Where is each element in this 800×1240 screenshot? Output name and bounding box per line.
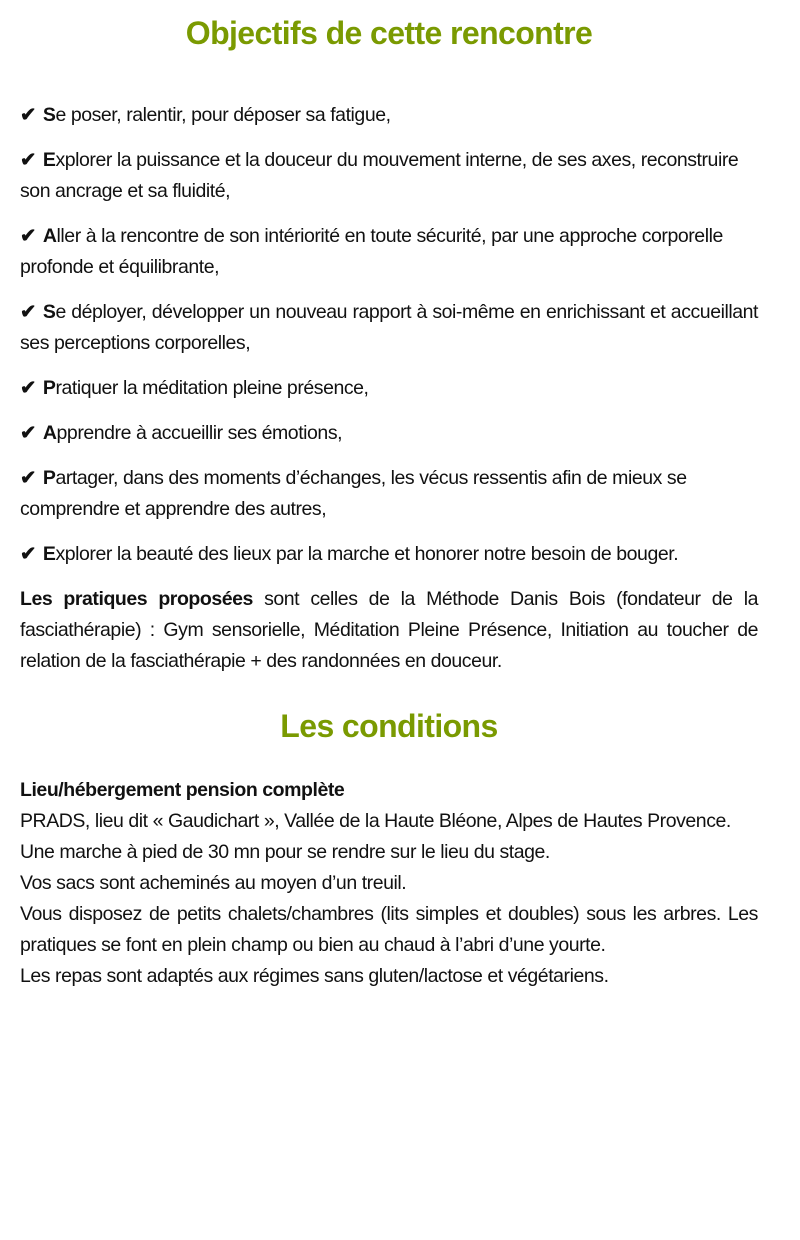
objective-initial: S: [42, 301, 56, 323]
objective-initial: P: [42, 377, 56, 399]
conditions-line: Une marche à pied de 30 mn pour se rendre sur le lieu du stage.: [20, 841, 550, 863]
check-icon: ✔: [20, 543, 36, 565]
objective-initial: S: [42, 104, 56, 126]
conditions-subtitle: Lieu/hébergement pension complète: [20, 779, 345, 801]
objectives-list: [20, 100, 758, 570]
objective-item: [20, 463, 758, 525]
check-icon: ✔: [20, 225, 36, 247]
objective-initial: E: [42, 149, 56, 171]
objective-initial: A: [42, 225, 57, 247]
objective-text: e déployer, développer un nouveau rapport à soi-même en enrichissant et accueillant ses perceptions corporelles,: [20, 301, 758, 354]
objective-item: [20, 373, 758, 404]
objective-text: pprendre à accueillir ses émotions,: [56, 422, 343, 444]
conditions-title: Les conditions: [280, 708, 498, 744]
objective-initial: A: [42, 422, 57, 444]
check-icon: ✔: [20, 104, 36, 126]
practices-paragraph: [20, 584, 758, 677]
conditions-line: PRADS, lieu dit « Gaudichart », Vallée de la Haute Bléone, Alpes de Hautes Provence.: [20, 810, 731, 832]
objective-item: [20, 539, 758, 570]
page-title: Objectifs de cette rencontre: [185, 15, 593, 51]
conditions-section: [20, 775, 758, 992]
objective-item: [20, 145, 758, 207]
practices-text: sont celles de la Méthode Danis Bois (fondateur de la fasciathérapie) : Gym sensorielle, Méditation Pleine Présence, Initiation au toucher de relation de la fasciathérapie + des randonnées en douceur.: [20, 588, 758, 672]
practices-bold: Les pratiques proposées: [20, 588, 253, 610]
conditions-line: Vos sacs sont acheminés au moyen d’un treuil.: [20, 872, 407, 894]
check-icon: ✔: [20, 467, 36, 489]
objective-text: ller à la rencontre de son intériorité en toute sécurité, par une approche corporelle profonde et équilibrante,: [20, 225, 723, 278]
check-icon: ✔: [20, 301, 36, 323]
objective-text: xplorer la beauté des lieux par la marche et honorer notre besoin de bouger.: [55, 543, 679, 565]
conditions-line: Vous disposez de petits chalets/chambres (lits simples et doubles) sous les arbres. Les pratiques se font en plein champ ou bien au chaud à l’abri d’une yourte.: [20, 903, 758, 956]
objective-text: ratiquer la méditation pleine présence,: [55, 377, 369, 399]
objective-item: [20, 297, 758, 359]
objective-text: artager, dans des moments d’échanges, les vécus ressentis afin de mieux se comprendre et apprendre des autres,: [20, 467, 687, 520]
conditions-line: Les repas sont adaptés aux régimes sans gluten/lactose et végétariens.: [20, 965, 609, 987]
objective-item: [20, 221, 758, 283]
objective-initial: E: [42, 543, 56, 565]
check-icon: ✔: [20, 377, 36, 399]
check-icon: ✔: [20, 422, 36, 444]
check-icon: ✔: [20, 149, 36, 171]
objective-text: e poser, ralentir, pour déposer sa fatigue,: [55, 104, 391, 126]
objective-initial: P: [42, 467, 56, 489]
content: [20, 100, 758, 992]
objective-item: [20, 418, 758, 449]
objective-item: [20, 100, 758, 131]
objective-text: xplorer la puissance et la douceur du mouvement interne, de ses axes, reconstruire son ancrage et sa fluidité,: [20, 149, 739, 202]
